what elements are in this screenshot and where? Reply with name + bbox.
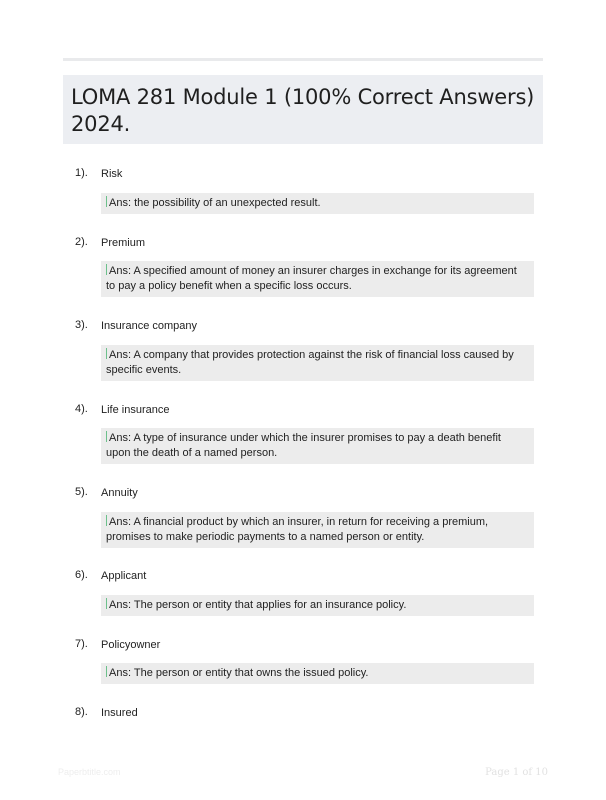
answer-box: [101, 261, 534, 297]
footer-watermark: Paperbtitle.com: [58, 767, 121, 777]
item-term: Policyowner: [101, 639, 161, 651]
answer-text: Ans: A financial product by which an insurer, in return for receiving a premium, promises to make periodic payments to a named person or entity.: [106, 516, 489, 543]
item-number: 2).: [75, 236, 88, 248]
item-number: 7).: [75, 638, 88, 650]
answer-marker: [106, 196, 107, 207]
item-term: Insured: [101, 707, 138, 719]
answer-text: Ans: A specified amount of money an insurer charges in exchange for its agreement to pay a policy benefit when a specific loss occurs.: [106, 265, 517, 292]
title-banner: [63, 75, 543, 144]
answer-text: Ans: the possibility of an unexpected result.: [109, 197, 321, 209]
item-number: 8).: [75, 706, 88, 718]
answer-marker: [106, 598, 107, 609]
answer-marker: [106, 666, 107, 677]
answer-marker: [106, 515, 107, 526]
page-title: LOMA 281 Module 1 (100% Correct Answers) 2024.: [71, 85, 535, 136]
item-number: 5).: [75, 486, 88, 498]
item-term: Insurance company: [101, 320, 197, 332]
answer-marker: [106, 348, 107, 359]
answer-box: [101, 663, 534, 684]
answer-text: Ans: The person or entity that applies for an insurance policy.: [109, 599, 407, 611]
item-term: Risk: [101, 168, 123, 180]
header-divider: [63, 58, 543, 61]
item-term: Annuity: [101, 487, 138, 499]
item-number: 6).: [75, 569, 88, 581]
item-term: Life insurance: [101, 404, 170, 416]
answer-text: Ans: A type of insurance under which the insurer promises to pay a death benefit upon the death of a named person.: [106, 432, 501, 459]
page-number: Page 1 of 10: [485, 767, 548, 778]
item-term: Applicant: [101, 570, 147, 582]
answer-marker: [106, 264, 107, 275]
answer-marker: [106, 431, 107, 442]
answer-box: [101, 595, 534, 616]
item-number: 1).: [75, 167, 88, 179]
item-term: Premium: [101, 237, 146, 249]
answer-text: Ans: A company that provides protection against the risk of financial loss caused by specific events.: [106, 349, 514, 376]
item-number: 4).: [75, 403, 88, 415]
answer-box: [101, 512, 534, 548]
answer-box: [101, 193, 534, 214]
item-number: 3).: [75, 319, 88, 331]
answer-box: [101, 345, 534, 381]
answer-box: [101, 428, 534, 464]
answer-text: Ans: The person or entity that owns the issued policy.: [109, 667, 369, 679]
